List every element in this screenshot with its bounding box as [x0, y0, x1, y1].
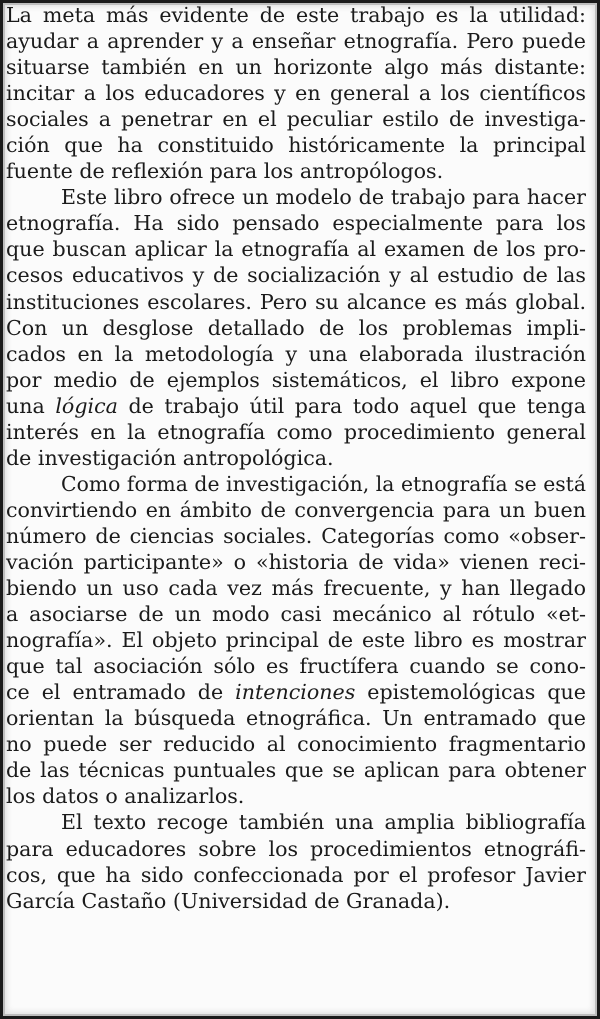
italic-word: intenciones [235, 680, 356, 705]
text-line: cos, que ha sido confeccionada por el profesor Javier [6, 862, 586, 887]
text-line: los datos o analizarlos. [6, 784, 245, 809]
text-line: cados en la metodología y una elaborada ilustración [6, 341, 586, 366]
text-line: biendo un uso cada vez más frecuente, y han llegado [6, 576, 586, 601]
text-line: García Castaño (Universidad de Granada). [6, 888, 451, 913]
italic-word: lógica [55, 393, 118, 418]
paragraph-4 [6, 809, 586, 913]
text-line: La meta más evidente de este trabajo es la utilidad: [6, 3, 586, 27]
text-line: no puede ser reducido al conocimiento fragmentario [6, 732, 586, 757]
text-line: convirtiendo en ámbito de convergencia para un buen [6, 497, 586, 522]
text-line: cesos educativos y de socialización y al estudio de las [6, 263, 586, 288]
text-segment: de trabajo útil para todo aquel que tenga [117, 393, 587, 418]
paragraph-1 [6, 2, 586, 184]
text-line: para educadores sobre los procedimientos etnográfi- [6, 836, 586, 861]
text-line: incitar a los educadores y en general a los científicos [6, 81, 586, 106]
text-line: etnografía. Ha sido pensado especialmente para los [6, 211, 586, 236]
text-line: situarse también en un horizonte algo más distante: [6, 55, 586, 80]
paragraph-3 [6, 471, 586, 810]
text-line: que buscan aplicar la etnografía al examen de los pro- [6, 237, 586, 262]
text-line: vación participante» o «historia de vida» vienen reci- [6, 549, 586, 574]
text-line: sociales a penetrar en el peculiar estilo de investiga- [6, 107, 586, 132]
text-line: nografía». El objeto principal de este libro es mostrar [6, 628, 586, 653]
text-line: número de ciencias sociales. Categorías como «obser- [6, 523, 586, 548]
text-line: a asociarse de un modo casi mecánico al rótulo «et- [6, 602, 586, 627]
text-line: fuente de reflexión para los antropólogos. [6, 159, 444, 184]
text-line: orientan la búsqueda etnográfica. Un entramado que [6, 706, 586, 731]
document-page [6, 2, 586, 914]
paragraph-2 [6, 184, 586, 471]
text-line: ayudar a aprender y a enseñar etnografía. Pero puede [6, 29, 586, 54]
text-line: Este libro ofrece un modelo de trabajo para hacer [61, 185, 586, 210]
text-line: interés en la etnografía como procedimiento general [6, 419, 586, 444]
text-line: ción que ha constituido históricamente la principal [6, 133, 586, 158]
text-segment: una [6, 393, 56, 418]
text-line: de investigación antropológica. [6, 445, 334, 470]
text-segment: ce el entramado de [6, 680, 236, 705]
text-segment: epistemológicas que [355, 680, 586, 705]
text-line [6, 679, 586, 705]
text-line [6, 393, 586, 419]
text-line: de las técnicas puntuales que se aplican para obtener [6, 758, 586, 783]
text-line: Con un desglose detallado de los problemas impli- [6, 315, 586, 340]
text-line: Como forma de investigación, la etnografía se está [61, 471, 586, 496]
text-line: El texto recoge también una amplia bibliografía [61, 810, 586, 835]
text-line: instituciones escolares. Pero su alcance es más global. [6, 289, 586, 314]
text-line: que tal asociación sólo es fructífera cuando se cono- [6, 654, 586, 679]
text-line: por medio de ejemplos sistemáticos, el libro expone [6, 367, 586, 392]
